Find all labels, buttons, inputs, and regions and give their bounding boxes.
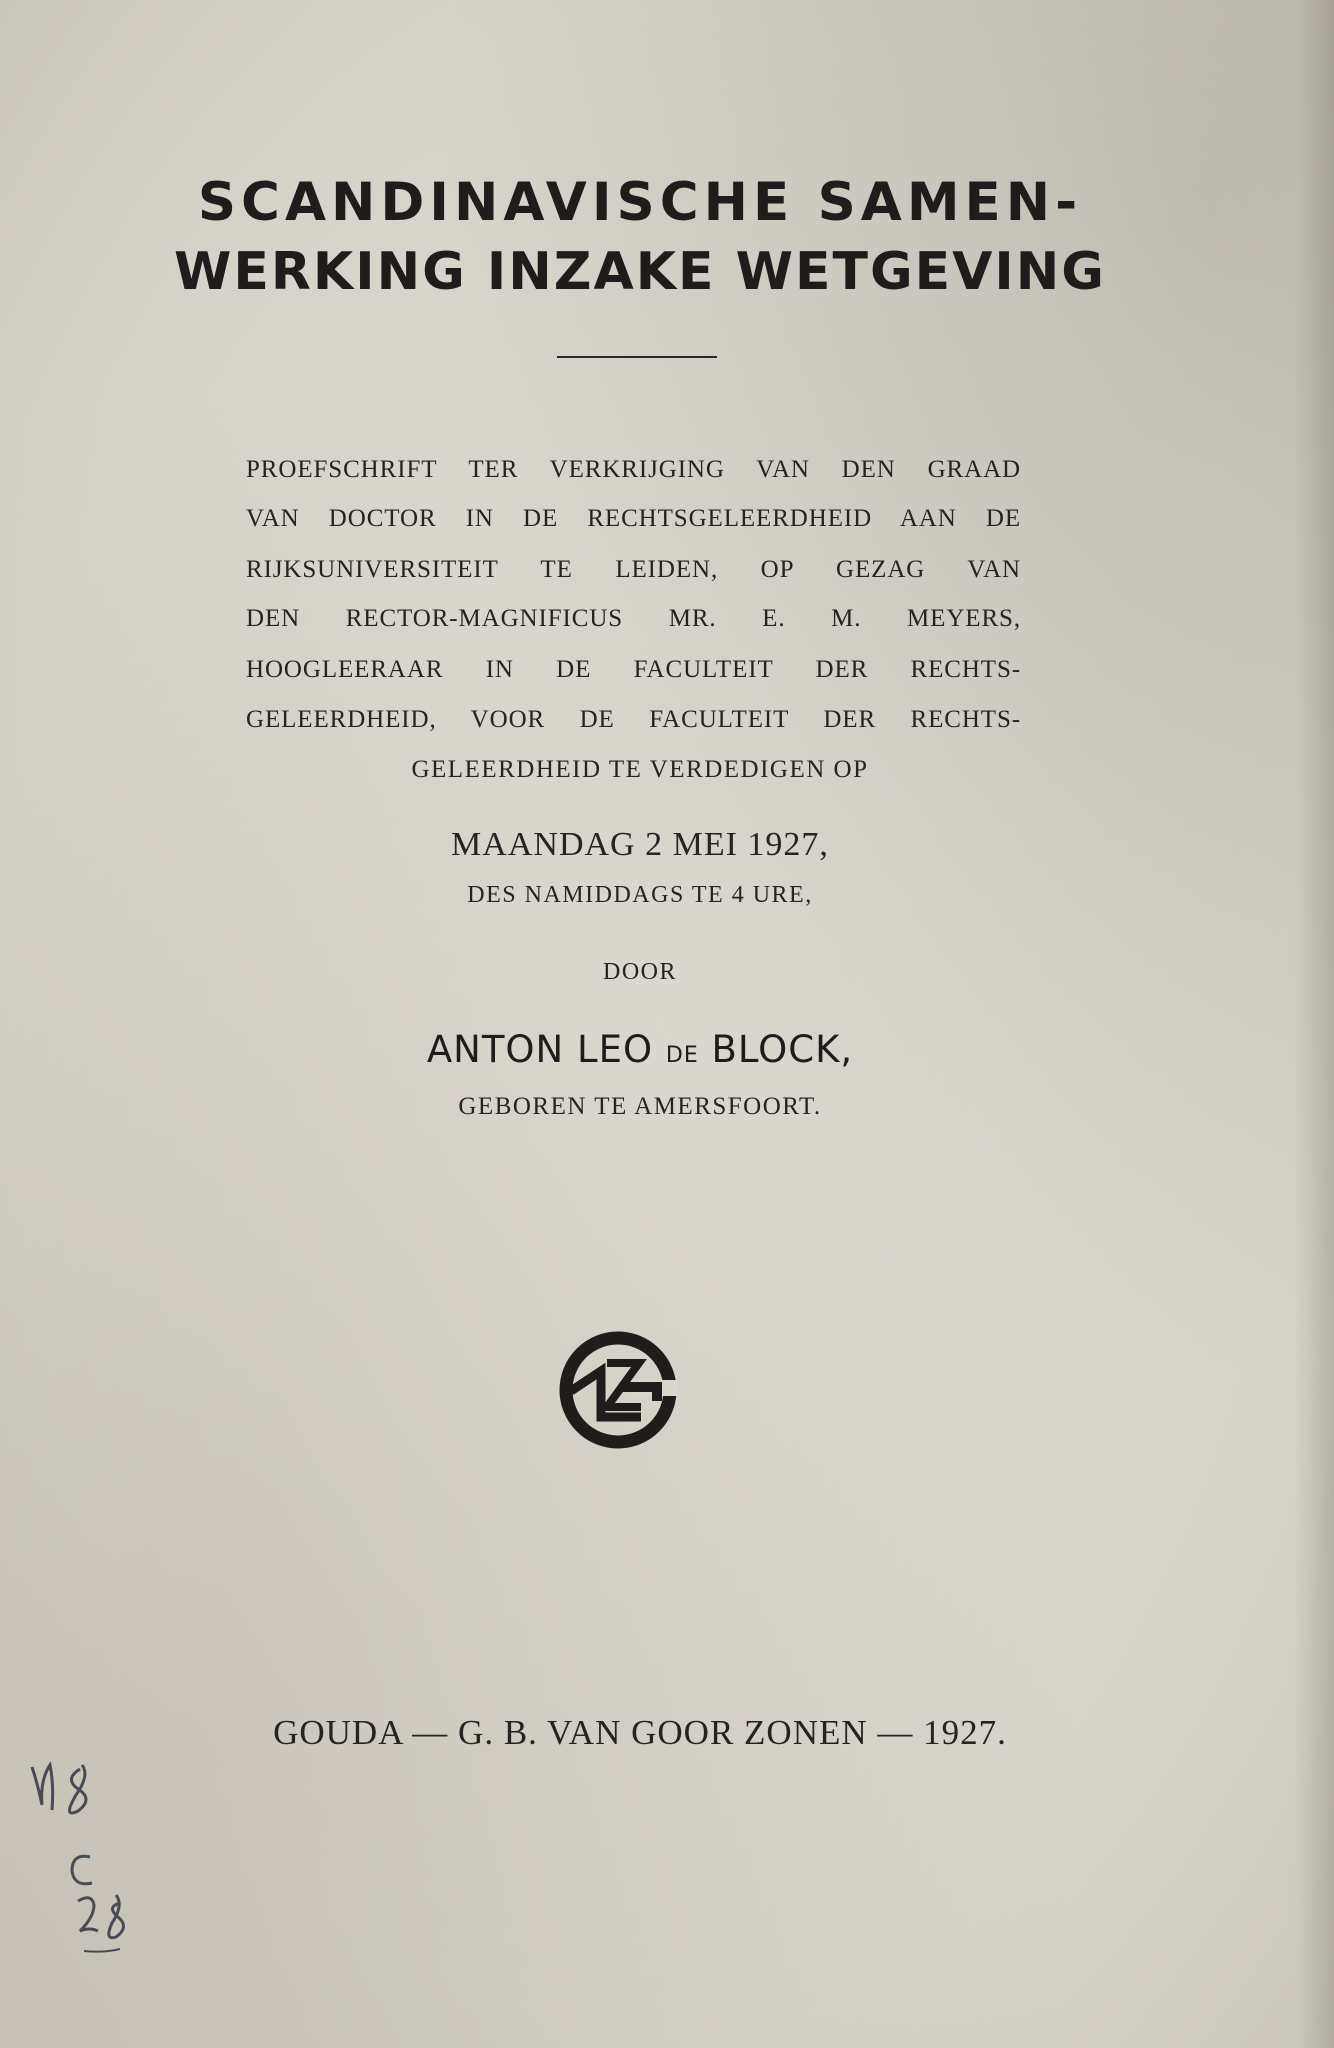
handwritten-shelfmark: [20, 1755, 140, 1995]
author-particle: DE: [665, 1043, 699, 1068]
proefschrift-line-6: GELEERDHEID, VOOR DE FACULTEIT DER RECHTS-: [246, 706, 1021, 733]
proefschrift-line-7: GELEERDHEID TE VERDEDIGEN OP: [411, 756, 869, 783]
proefschrift-line-1: PROEFSCHRIFT TER VERKRIJGING VAN DEN GRAAD: [246, 456, 1021, 483]
page-edge-shadow: [1294, 0, 1334, 2048]
door-label: DOOR: [602, 959, 677, 985]
author-name: [120, 1028, 1160, 1071]
proefschrift-line-3: RIJKSUNIVERSITEIT TE LEIDEN, OP GEZAG VAN: [246, 556, 1021, 583]
author-birthplace: GEBOREN TE AMERSFOORT.: [458, 1093, 822, 1120]
proefschrift-line-4: DEN RECTOR-MAGNIFICUS MR. E. M. MEYERS,: [246, 605, 1021, 632]
proefschrift-line-2: VAN DOCTOR IN DE RECHTSGELEERDHEID AAN DE: [246, 505, 1021, 532]
imprint-line: GOUDA — G. B. VAN GOOR ZONEN — 1927.: [273, 1713, 1007, 1752]
author-surname: BLOCK,: [711, 1028, 854, 1071]
author-first-names: ANTON LEO: [426, 1028, 654, 1071]
defense-date: MAANDAG 2 MEI 1927,: [451, 826, 829, 863]
title-rule-divider: [557, 356, 717, 358]
publisher-monogram-icon: [553, 1325, 683, 1455]
title-line-2: WERKING INZAKE WETGEVING: [174, 242, 1106, 302]
defense-time: DES NAMIDDAGS TE 4 URE,: [467, 882, 813, 908]
proefschrift-line-5: HOOGLEERAAR IN DE FACULTEIT DER RECHTS-: [246, 656, 1021, 683]
title-line-1: SCANDINAVISCHE SAMEN-: [197, 172, 1083, 233]
